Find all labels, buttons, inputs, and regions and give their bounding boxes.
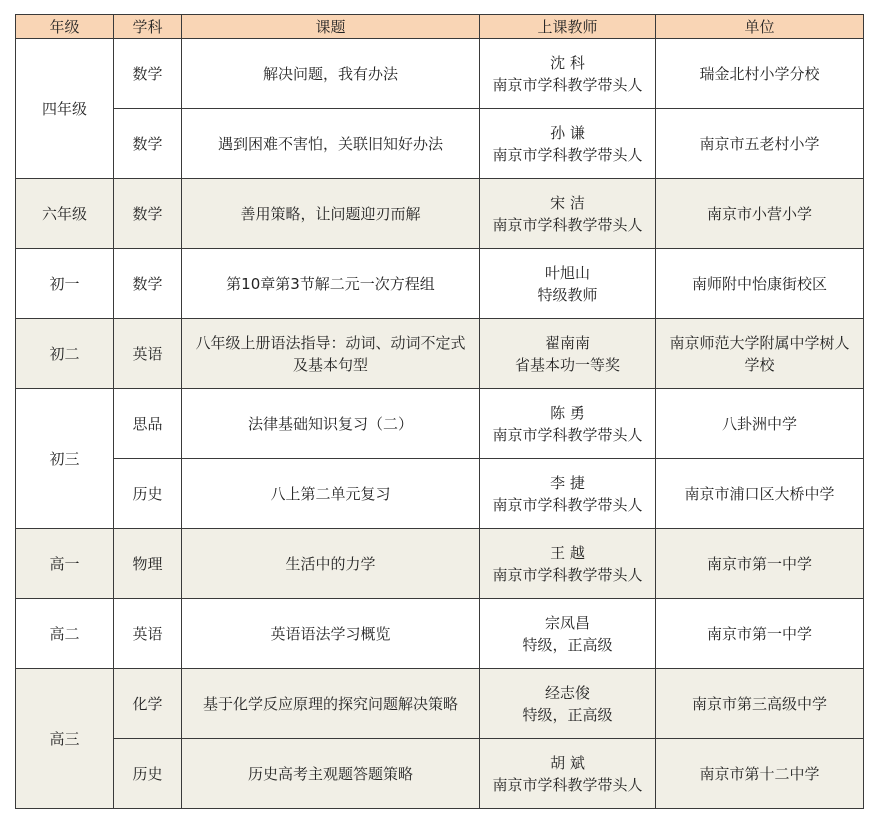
teacher-cell-line: 经志俊: [544, 683, 590, 702]
table-row: [16, 389, 864, 459]
header-row: [16, 15, 864, 39]
unit-cell: [656, 389, 864, 459]
teacher-cell: [480, 319, 656, 389]
teacher-cell-line: 李 捷: [550, 473, 585, 492]
teacher-cell-line: 胡 斌: [550, 753, 585, 772]
subject-cell: 思品: [114, 389, 182, 459]
topic-cell-line: 法律基础知识复习（二）: [247, 414, 413, 433]
unit-cell: [656, 599, 864, 669]
subject-cell: 数学: [114, 109, 182, 179]
teacher-cell-line: 南京市学科教学带头人: [492, 145, 643, 164]
unit-cell: [656, 529, 864, 599]
subject-cell: 物理: [114, 529, 182, 599]
topic-cell: [182, 669, 480, 739]
teacher-cell-line: 叶旭山: [544, 263, 590, 282]
teacher-cell: [480, 389, 656, 459]
grade-cell: 六年级: [16, 179, 114, 249]
topic-cell: [182, 739, 480, 809]
topic-cell-line: 第10章第3节解二元一次方程组: [226, 274, 435, 293]
teacher-cell-line: 南京市学科教学带头人: [492, 215, 643, 234]
teacher-cell: [480, 529, 656, 599]
teacher-cell-line: 翟南南: [544, 333, 590, 352]
topic-cell-line: 解决问题，我有办法: [262, 64, 398, 83]
subject-cell: 历史: [114, 459, 182, 529]
subject-cell: 英语: [114, 599, 182, 669]
teacher-cell: [480, 459, 656, 529]
subject-cell: 数学: [114, 249, 182, 319]
topic-cell-line: 遇到困难不害怕，关联旧知好办法: [217, 134, 443, 153]
grade-cell: 四年级: [16, 39, 114, 179]
topic-cell-line: 基于化学反应原理的探究问题解决策略: [202, 694, 458, 713]
topic-cell-line: 及基本句型: [292, 355, 368, 374]
unit-cell-line: 南京市第十二中学: [699, 764, 820, 783]
unit-cell-line: 南京市第一中学: [706, 624, 812, 643]
table-row: [16, 179, 864, 249]
unit-cell-line: 南京市第一中学: [706, 554, 812, 573]
grade-cell: 高二: [16, 599, 114, 669]
unit-cell: [656, 739, 864, 809]
table-row: [16, 249, 864, 319]
unit-cell: [656, 669, 864, 739]
unit-cell: [656, 459, 864, 529]
teacher-cell-line: 特级，正高级: [522, 705, 613, 724]
teacher-cell: [480, 599, 656, 669]
unit-cell-line: 南京市第三高级中学: [691, 694, 827, 713]
topic-cell-line: 历史高考主观题答题策略: [247, 764, 413, 783]
header-teacher: 上课教师: [480, 15, 656, 39]
topic-cell-line: 善用策略，让问题迎刃而解: [240, 204, 421, 223]
table-row: [16, 739, 864, 809]
table-row: [16, 109, 864, 179]
unit-cell-line: 南京市小营小学: [706, 204, 812, 223]
topic-cell: [182, 389, 480, 459]
topic-cell: [182, 179, 480, 249]
unit-cell-line: 南师附中怡康街校区: [691, 274, 827, 293]
unit-cell-line: 学校: [744, 355, 775, 374]
teacher-cell-line: 南京市学科教学带头人: [492, 565, 643, 584]
teacher-cell-line: 省基本功一等奖: [514, 355, 620, 374]
unit-cell-line: 八卦洲中学: [721, 414, 797, 433]
topic-cell: [182, 459, 480, 529]
topic-cell-line: 八年级上册语法指导：动词、动词不定式: [195, 333, 466, 352]
topic-cell: [182, 599, 480, 669]
teacher-cell-line: 孙 谦: [550, 123, 585, 142]
header-grade: 年级: [16, 15, 114, 39]
table-row: [16, 669, 864, 739]
lesson-schedule-table: [15, 14, 864, 809]
table-row: [16, 459, 864, 529]
grade-cell: 高三: [16, 669, 114, 809]
unit-cell: [656, 319, 864, 389]
unit-cell-line: 瑞金北村小学分校: [699, 64, 820, 83]
teacher-cell-line: 陈 勇: [550, 403, 585, 422]
teacher-cell-line: 南京市学科教学带头人: [492, 495, 643, 514]
topic-cell: [182, 319, 480, 389]
teacher-cell-line: 沈 科: [550, 53, 585, 72]
unit-cell-line: 南京市浦口区大桥中学: [684, 484, 835, 503]
table-row: [16, 39, 864, 109]
teacher-cell: [480, 739, 656, 809]
topic-cell: [182, 529, 480, 599]
header-topic: 课题: [182, 15, 480, 39]
header-subject: 学科: [114, 15, 182, 39]
unit-cell-line: 南京师范大学附属中学树人: [669, 333, 850, 352]
subject-cell: 数学: [114, 179, 182, 249]
teacher-cell: [480, 669, 656, 739]
topic-cell-line: 八上第二单元复习: [270, 484, 391, 503]
teacher-cell-line: 南京市学科教学带头人: [492, 775, 643, 794]
grade-cell: 高一: [16, 529, 114, 599]
topic-cell: [182, 109, 480, 179]
teacher-cell-line: 特级教师: [537, 285, 598, 304]
topic-cell-line: 英语语法学习概览: [270, 624, 391, 643]
subject-cell: 化学: [114, 669, 182, 739]
topic-cell: [182, 39, 480, 109]
teacher-cell-line: 王 越: [550, 543, 585, 562]
unit-cell: [656, 179, 864, 249]
grade-cell: 初二: [16, 319, 114, 389]
header-unit: 单位: [656, 15, 864, 39]
teacher-cell-line: 特级，正高级: [522, 635, 613, 654]
teacher-cell-line: 宗凤昌: [544, 613, 590, 632]
teacher-cell: [480, 249, 656, 319]
subject-cell: 历史: [114, 739, 182, 809]
table-row: [16, 319, 864, 389]
teacher-cell: [480, 179, 656, 249]
unit-cell: [656, 249, 864, 319]
teacher-cell: [480, 109, 656, 179]
grade-cell: 初一: [16, 249, 114, 319]
table-row: [16, 529, 864, 599]
topic-cell-line: 生活中的力学: [285, 554, 376, 573]
unit-cell: [656, 109, 864, 179]
teacher-cell-line: 南京市学科教学带头人: [492, 75, 643, 94]
teacher-cell-line: 宋 洁: [550, 193, 585, 212]
grade-cell: 初三: [16, 389, 114, 529]
teacher-cell: [480, 39, 656, 109]
table-row: [16, 599, 864, 669]
unit-cell-line: 南京市五老村小学: [699, 134, 820, 153]
teacher-cell-line: 南京市学科教学带头人: [492, 425, 643, 444]
topic-cell: [182, 249, 480, 319]
schedule-body: [16, 39, 864, 809]
unit-cell: [656, 39, 864, 109]
subject-cell: 英语: [114, 319, 182, 389]
subject-cell: 数学: [114, 39, 182, 109]
